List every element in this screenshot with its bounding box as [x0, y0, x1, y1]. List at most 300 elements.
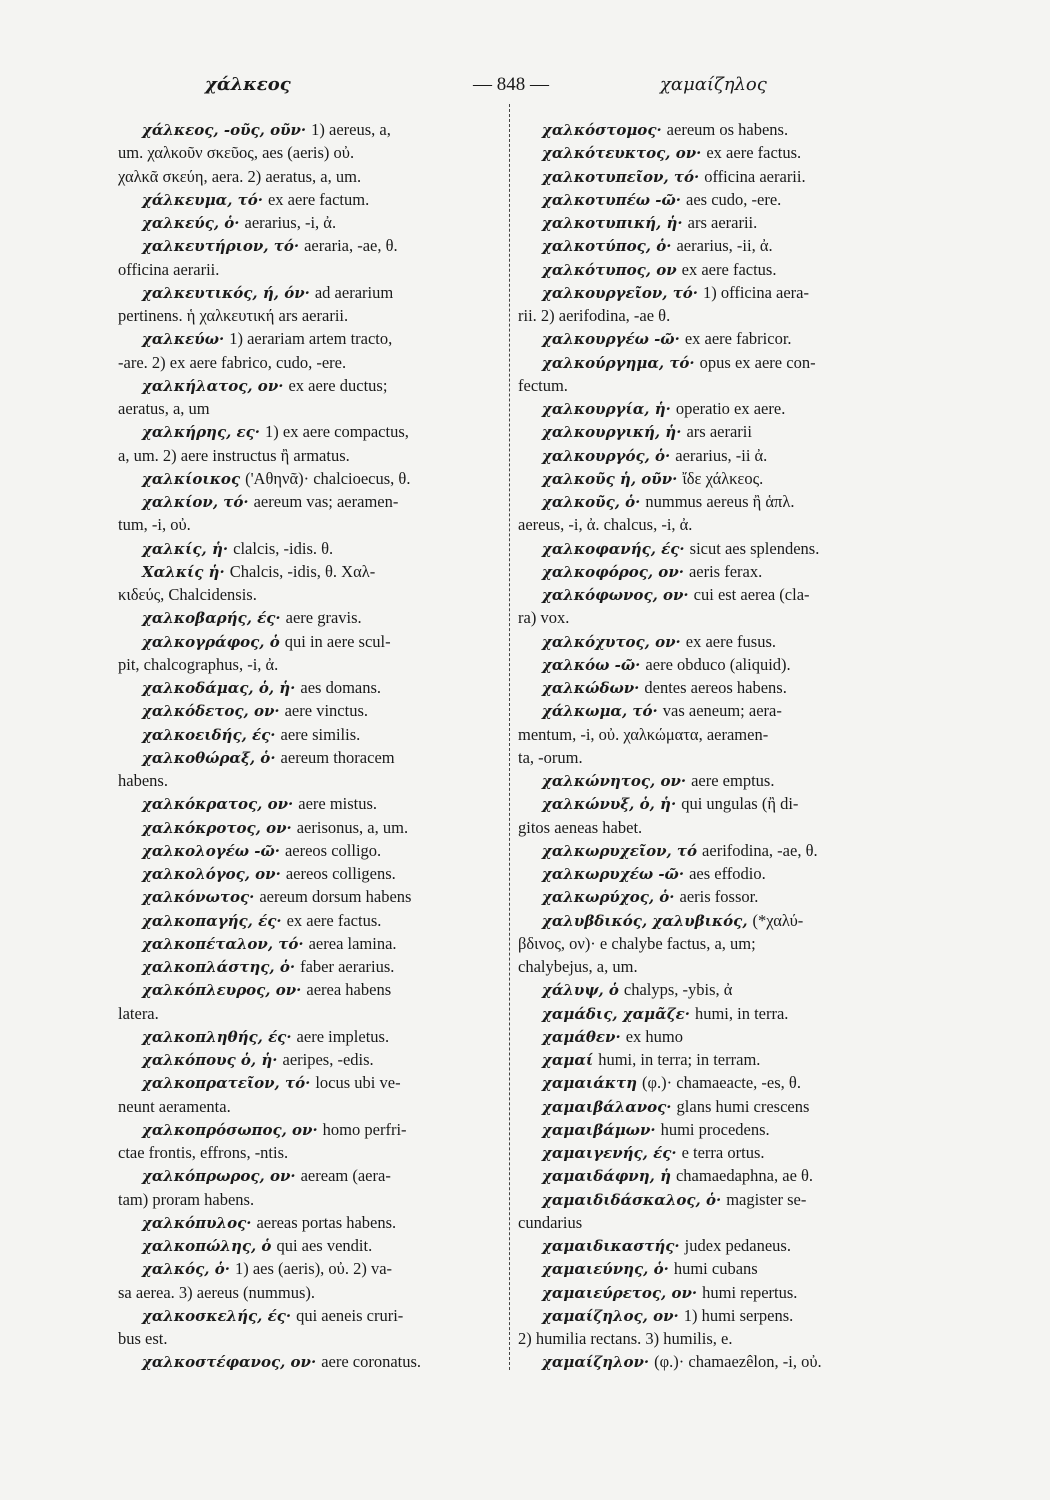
entry-line [118, 1164, 502, 1187]
continuation-line [118, 141, 502, 164]
definition-text: aereum dorsum habens [259, 887, 412, 907]
headword: χαλκοπρόσωπος, ον· [142, 1120, 318, 1139]
definition-text: aeris ferax. [688, 561, 763, 581]
headword: χαμαιάκτη [542, 1074, 637, 1093]
entry-line [118, 746, 502, 769]
headword: χαλυβδικός, χαλυβικός, [542, 911, 748, 930]
continuation-line [118, 444, 502, 467]
definition-text: opus ex aere con- [699, 352, 816, 372]
definition-text: aere mistus. [298, 794, 378, 814]
entry-line [518, 467, 918, 490]
entry-line [518, 1304, 918, 1327]
definition-text: chalyps, -ybis, ἀ [623, 980, 733, 1000]
headword: χαλκόπρωρος, ον· [142, 1167, 296, 1186]
entry-line [518, 1118, 918, 1141]
entry-line [118, 1118, 502, 1141]
continuation-line [518, 1327, 918, 1350]
entry-line [118, 560, 502, 583]
definition-text: 1) aereus, a, [311, 120, 391, 139]
entry-line [518, 1141, 918, 1164]
definition-text: tum, -i, οὐ. [118, 515, 191, 535]
definition-text: aerifodina, -ae, θ. [702, 840, 818, 860]
continuation-line [118, 1141, 502, 1164]
entry-line [518, 537, 918, 560]
entry-line [518, 1164, 918, 1187]
definition-text: qui in aere scul- [284, 631, 391, 651]
headword: χαλκόνωτος· [142, 888, 255, 907]
definition-text: aereos colligo. [284, 840, 382, 860]
headword: χαλκοπώλης, ὁ [142, 1237, 272, 1255]
definition-text: aerea habens [306, 980, 392, 1000]
continuation-line [118, 351, 502, 374]
entry-line [118, 1234, 502, 1257]
entry-line [518, 676, 918, 699]
entry-line [118, 792, 502, 815]
definition-text: homo perfri- [322, 1119, 407, 1139]
definition-text: ad aerarium [314, 282, 394, 302]
headword: χάλκεος, -οῦς, οῦν· [142, 121, 307, 139]
entry-line [118, 862, 502, 885]
definition-text: ex aere factus. [286, 910, 382, 930]
definition-text: aerea lamina. [308, 933, 397, 953]
headword: χαλκόφωνος, ον· [542, 586, 689, 604]
definition-text: ex aere factus. [681, 259, 777, 279]
continuation-line [518, 606, 918, 629]
entry-line [518, 281, 918, 304]
entry-line [518, 862, 918, 885]
entry-line [518, 978, 918, 1001]
entry-line [518, 118, 918, 141]
definition-text: aerarius, -ii ἀ. [675, 445, 768, 465]
entry-line [518, 490, 918, 513]
entry-line [118, 676, 502, 699]
definition-text: humi repertus. [702, 1282, 798, 1302]
definition-text: humi procedens. [660, 1119, 770, 1139]
entry-line [518, 583, 918, 606]
definition-text: aere vinctus. [284, 701, 368, 721]
headword: χαλκοπέταλον, τό· [142, 934, 304, 953]
headword: χαλκόδετος, ον· [142, 702, 280, 721]
entry-line [118, 374, 502, 397]
continuation-line [518, 304, 918, 327]
definition-text: aereus, -i, ἀ. chalcus, -i, ἀ. [518, 515, 693, 535]
headword: χαλκοτυπέω -ῶ· [542, 190, 682, 209]
definition-text: dentes aereos habens. [644, 678, 787, 697]
definition-text: sicut aes splendens. [689, 538, 820, 558]
headword: χαλκίς, ἡ· [142, 539, 229, 558]
entry-line [518, 653, 918, 676]
definition-text: (*χαλύ- [752, 910, 804, 930]
definition-text: ars aerarii [686, 422, 752, 442]
headword: χαλκοπλάστης, ὁ· [142, 958, 296, 976]
entry-line [518, 1095, 918, 1118]
entry-line [518, 141, 918, 164]
definition-text: ex aere ductus; [288, 375, 388, 395]
entry-line [118, 118, 502, 141]
definition-text: aereum vas; aeramen- [253, 492, 399, 511]
entry-line [518, 909, 918, 932]
definition-text: aerarius, -ii, ἀ. [676, 236, 773, 256]
headword: χαλκοτυπική, ἡ· [542, 214, 683, 232]
definition-text: (φ.)· chamaeacte, -es, θ. [641, 1073, 801, 1093]
definition-text: 1) ex aere compactus, [265, 422, 409, 442]
definition-text: officina aerarii. [118, 259, 220, 279]
headword: χαμάθεν· [542, 1027, 621, 1046]
headword: χαλκόπους ὁ, ἡ· [142, 1051, 278, 1069]
entry-line [118, 606, 502, 629]
definition-text: βδινος, ον)· e chalybe factus, a, um; [518, 933, 756, 953]
entry-line [118, 327, 502, 350]
headword: χαλκογράφος, ὁ [142, 632, 280, 651]
headword: χαλκοδάμας, ὁ, ἡ· [142, 679, 296, 697]
entry-line [518, 699, 918, 722]
definition-text: aeris fossor. [679, 887, 759, 907]
definition-text: judex pedaneus. [684, 1236, 791, 1255]
headword: χαμαιδάφνη, ἡ [542, 1167, 671, 1186]
entry-line [118, 978, 502, 1001]
running-head-left: χάλκεος [205, 74, 291, 95]
headword: χαλκοπρατεῖον, τό· [142, 1074, 311, 1093]
entry-line [518, 327, 918, 350]
right-column [518, 118, 918, 1374]
headword: Χαλκίς ἡ· [142, 562, 225, 581]
definition-text: aes domans. [300, 678, 382, 697]
entry-line [518, 165, 918, 188]
continuation-line [518, 1211, 918, 1234]
definition-text: rii. 2) aerifodina, -ae θ. [518, 306, 671, 325]
continuation-line [118, 165, 502, 188]
headword: χαλκόστομος· [542, 121, 662, 139]
continuation-line [118, 769, 502, 792]
definition-text: neunt aeramenta. [118, 1096, 231, 1116]
definition-text: ex aere fabricor. [684, 329, 792, 349]
definition-text: a, um. 2) aere instructus ἢ armatus. [118, 445, 350, 465]
definition-text: qui aeneis cruri- [296, 1305, 404, 1325]
entry-line [518, 769, 918, 792]
definition-text: aeripes, -edis. [282, 1050, 374, 1069]
headword: χαλκωρυχέω -ῶ· [542, 865, 685, 883]
entry-line [118, 955, 502, 978]
continuation-line [518, 513, 918, 536]
definition-text: aes cudo, -ere. [686, 189, 782, 209]
entry-line [518, 885, 918, 908]
headword: χαλκότυπος, ον [542, 260, 677, 279]
entry-line [118, 630, 502, 653]
definition-text: vas aeneum; aera- [662, 701, 782, 721]
headword: χαλκοστέφανος, ον· [142, 1353, 317, 1372]
headword: χαλκοβαρής, ές· [142, 609, 281, 628]
continuation-line [518, 955, 918, 978]
headword: χαμαιεύνης, ὁ· [542, 1260, 669, 1279]
definition-text: aerarius, -i, ἀ. [244, 213, 337, 232]
continuation-line [518, 816, 918, 839]
definition-text: qui aes vendit. [276, 1236, 373, 1255]
continuation-line [518, 932, 918, 955]
entry-line [118, 281, 502, 304]
definition-text: χαλκᾶ σκεύη, aera. 2) aeratus, a, um. [118, 166, 362, 186]
definition-text: aereum os habens. [666, 120, 789, 139]
entry-line [118, 909, 502, 932]
headword: χαμαιεύρετος, ον· [542, 1283, 698, 1302]
entry-line [518, 792, 918, 815]
definition-text: 1) officina aera- [703, 282, 809, 302]
entry-line [518, 444, 918, 467]
continuation-line [118, 1002, 502, 1025]
entry-line [518, 1350, 918, 1373]
entry-line [518, 351, 918, 374]
definition-text: ex aere factum. [267, 189, 370, 209]
headword: χαμαίζηλος, ον· [542, 1306, 679, 1325]
entry-line [118, 1025, 502, 1048]
headword: χαλκολόγος, ον· [142, 865, 281, 883]
entry-line [118, 420, 502, 443]
headword: χαμαίζηλον· [542, 1353, 650, 1372]
entry-line [518, 1025, 918, 1048]
definition-text: cui est aerea (cla- [693, 585, 810, 604]
headword: χαλκόχυτος, ον· [542, 632, 681, 651]
definition-text: habens. [118, 771, 168, 790]
headword: χαλκουργεῖον, τό· [542, 283, 699, 302]
entry-line [118, 1071, 502, 1094]
headword: χαλκίοικος [142, 469, 241, 488]
definition-text: (φ.)· chamaezêlon, -i, οὐ. [654, 1352, 822, 1372]
entry-line [518, 234, 918, 257]
definition-text: ra) vox. [518, 608, 570, 628]
definition-text: tam) proram habens. [118, 1189, 255, 1209]
definition-text: glans humi crescens [676, 1096, 810, 1116]
entry-line [518, 420, 918, 443]
entry-line [518, 630, 918, 653]
definition-text: ta, -orum. [518, 747, 583, 767]
definition-text: humi, in terra; in terram. [598, 1050, 761, 1069]
definition-text: e terra ortus. [681, 1143, 765, 1162]
entry-line [518, 258, 918, 281]
headword: χαμαιγενής, ές· [542, 1144, 677, 1162]
headword: χαμαιβάλανος· [542, 1097, 672, 1116]
definition-text: sa aerea. 3) aereus (nummus). [118, 1282, 315, 1302]
entry-line [118, 1350, 502, 1373]
definition-text: gitos aeneas habet. [518, 817, 643, 837]
definition-text: officina aerarii. [704, 166, 806, 186]
headword: χαλκός, ὁ· [142, 1260, 230, 1279]
definition-text: aere similis. [280, 724, 361, 744]
headword: χαλκολογέω -ῶ· [142, 841, 280, 860]
entry-line [518, 211, 918, 234]
headword: χαμάδις, χαμᾶζε· [542, 1004, 690, 1023]
definition-text: 1) aerariam artem tracto, [229, 329, 393, 349]
definition-text: 2) humilia rectans. 3) humilis, e. [518, 1329, 733, 1348]
entry-line [518, 188, 918, 211]
headword: χαλκόκρατος, ον· [142, 795, 294, 814]
headword: χαλκοτύπος, ὁ· [542, 237, 672, 256]
definition-text: 1) humi serpens. [683, 1305, 794, 1325]
headword: χάλκευμα, τό· [142, 190, 263, 209]
headword: χαλκήρης, ες· [142, 423, 261, 442]
headword: χαλκόω -ῶ· [542, 655, 641, 674]
definition-text: locus ubi ve- [315, 1073, 401, 1093]
definition-text: ex aere factus. [706, 143, 802, 163]
definition-text: latera. [118, 1003, 159, 1023]
definition-text: aere gravis. [285, 608, 362, 628]
definition-text: aerisonus, a, um. [296, 817, 409, 837]
entry-line [118, 1048, 502, 1071]
running-head-right: χαμαίζηλος [660, 74, 767, 95]
definition-text: chamaedaphna, ae θ. [675, 1166, 814, 1186]
definition-text: nummus aereus ἢ ἁπλ. [645, 492, 795, 511]
definition-text: ctae frontis, effrons, -ntis. [118, 1143, 289, 1162]
continuation-line [118, 1327, 502, 1350]
headword: χαλκευτήριον, τό· [142, 237, 300, 256]
definition-text: qui ungulas (ἢ di- [681, 794, 799, 814]
headword: χάλυψ, ὁ [542, 981, 619, 1000]
left-column [118, 118, 502, 1374]
definition-text: aereum thoracem [280, 747, 395, 767]
continuation-line [518, 746, 918, 769]
headword: χαλκοθώραξ, ὁ· [142, 748, 276, 767]
entry-line [518, 1257, 918, 1280]
headword: χαλκωρύχος, ὁ· [542, 888, 675, 907]
entry-line [518, 839, 918, 862]
headword: χάλκωμα, τό· [542, 702, 658, 721]
headword: χαλκευτικός, ή, όν· [142, 283, 310, 302]
definition-text: faber aerarius. [300, 957, 395, 976]
entry-line [518, 1188, 918, 1211]
continuation-line [118, 653, 502, 676]
entry-line [118, 839, 502, 862]
headword: χαλκώδων· [542, 679, 640, 697]
definition-text: aeream (aera- [300, 1166, 391, 1186]
definition-text: aeratus, a, um [118, 399, 210, 418]
definition-text: pit, chalcographus, -i, ἀ. [118, 654, 279, 674]
entry-line [518, 1281, 918, 1304]
definition-text: aere impletus. [296, 1026, 390, 1046]
headword: χαλκοῦς, ὁ· [542, 493, 641, 511]
headword: χαλκοτυπεῖον, τό· [542, 167, 700, 186]
headword: χαλκώνητος, ον· [542, 772, 687, 790]
continuation-line [118, 1281, 502, 1304]
definition-text: -are. 2) ex aere fabrico, cudo, -ere. [118, 352, 347, 372]
headword: χαλκουργική, ἡ· [542, 423, 682, 442]
headword: χαλκεύς, ὁ· [142, 214, 240, 232]
headword: χαλκοφανής, ές· [542, 539, 685, 558]
definition-text: 1) aes (aeris), οὐ. 2) va- [234, 1259, 393, 1279]
definition-text: Chalcis, -idis, θ. Χαλ- [229, 561, 376, 581]
entry-line [118, 1211, 502, 1234]
definition-text: aere emptus. [691, 771, 775, 790]
definition-text: ('Αθηνᾶ)· chalcioecus, θ. [245, 468, 411, 488]
entry-line [118, 1304, 502, 1327]
headword: χαλκίον, τό· [142, 493, 249, 511]
definition-text: cundarius [518, 1212, 583, 1232]
headword: χαλκωρυχεῖον, τό [542, 841, 698, 860]
definition-text: humi, in terra. [694, 1003, 789, 1023]
continuation-line [518, 723, 918, 746]
definition-text: pertinens. ἡ χαλκευτική ars aerarii. [118, 306, 349, 325]
headword: χαλκήλατος, ον· [142, 376, 284, 395]
entry-line [118, 188, 502, 211]
headword: χαλκόπυλος· [142, 1213, 252, 1232]
definition-text: ars aerarii. [687, 213, 758, 232]
definition-text: um. χαλκοῦν σκεῦος, aes (aeris) οὐ. [118, 143, 355, 163]
headword: χαλκουργία, ἡ· [542, 400, 671, 418]
definition-text: bus est. [118, 1329, 168, 1348]
page-number: — 848 — [473, 74, 549, 95]
headword: χαλκοειδής, ές· [142, 725, 276, 744]
continuation-line [118, 397, 502, 420]
entry-line [518, 1234, 918, 1257]
entry-line [518, 397, 918, 420]
entry-line [118, 932, 502, 955]
headword: χαμαιβάμων· [542, 1120, 656, 1139]
continuation-line [118, 304, 502, 327]
headword: χαλκοσκελής, ές· [142, 1306, 292, 1325]
headword: χαλκοφόρος, ον· [542, 562, 684, 581]
entry-line [118, 537, 502, 560]
headword: χαλκόκροτος, ον· [142, 818, 292, 837]
definition-text: ἴδε χάλκεος. [682, 468, 764, 488]
definition-text: mentum, -i, οὐ. χαλκώματα, aeramen- [518, 724, 769, 744]
definition-text: humi cubans [673, 1259, 758, 1279]
entry-line [518, 1048, 918, 1071]
headword: χαμαί [542, 1051, 594, 1069]
column-divider [509, 104, 510, 1370]
entry-line [118, 490, 502, 513]
definition-text: aere obduco (aliquid). [645, 654, 791, 674]
definition-text: aes effodio. [689, 864, 766, 883]
definition-text: aeraria, -ae, θ. [304, 236, 398, 256]
headword: χαμαιδικαστής· [542, 1237, 680, 1255]
definition-text: chalybejus, a, um. [518, 957, 638, 976]
entry-line [518, 560, 918, 583]
definition-text: clalcis, -idis. θ. [233, 538, 334, 558]
entry-line [118, 211, 502, 234]
entry-line [118, 723, 502, 746]
definition-text: ex aere fusus. [685, 631, 777, 651]
entry-line [118, 699, 502, 722]
headword: χαλκοπληθής, ές· [142, 1027, 292, 1046]
continuation-line [118, 513, 502, 536]
definition-text: magister se- [726, 1189, 807, 1209]
headword: χαλκοῦς ἡ, οῦν· [542, 469, 678, 488]
entry-line [118, 816, 502, 839]
headword: χαλκεύω· [142, 330, 225, 349]
definition-text: ex humo [625, 1026, 683, 1046]
definition-text: κιδεύς, Chalcidensis. [118, 585, 257, 604]
entry-line [118, 885, 502, 908]
headword: χαλκοπαγής, ές· [142, 911, 282, 930]
continuation-line [118, 258, 502, 281]
continuation-line [118, 1095, 502, 1118]
definition-text: operatio ex aere. [675, 399, 786, 418]
entry-line [118, 1257, 502, 1280]
headword: χαμαιδιδάσκαλος, ὁ· [542, 1190, 722, 1209]
entry-line [518, 1002, 918, 1025]
definition-text: fectum. [518, 375, 568, 395]
headword: χαλκούργημα, τό· [542, 353, 695, 372]
headword: χαλκότευκτος, ον· [542, 144, 702, 163]
continuation-line [118, 1188, 502, 1211]
continuation-line [118, 583, 502, 606]
headword: χαλκουργέω -ῶ· [542, 330, 680, 349]
entry-line [518, 1071, 918, 1094]
headword: χαλκώνυξ, ὁ, ἡ· [542, 795, 677, 814]
headword: χαλκόπλευρος, ον· [142, 981, 302, 1000]
definition-text: aere coronatus. [321, 1352, 422, 1372]
headword: χαλκουργός, ὁ· [542, 446, 671, 465]
continuation-line [518, 374, 918, 397]
definition-text: aereas portas habens. [256, 1212, 397, 1232]
definition-text: aereos colligens. [285, 864, 396, 883]
